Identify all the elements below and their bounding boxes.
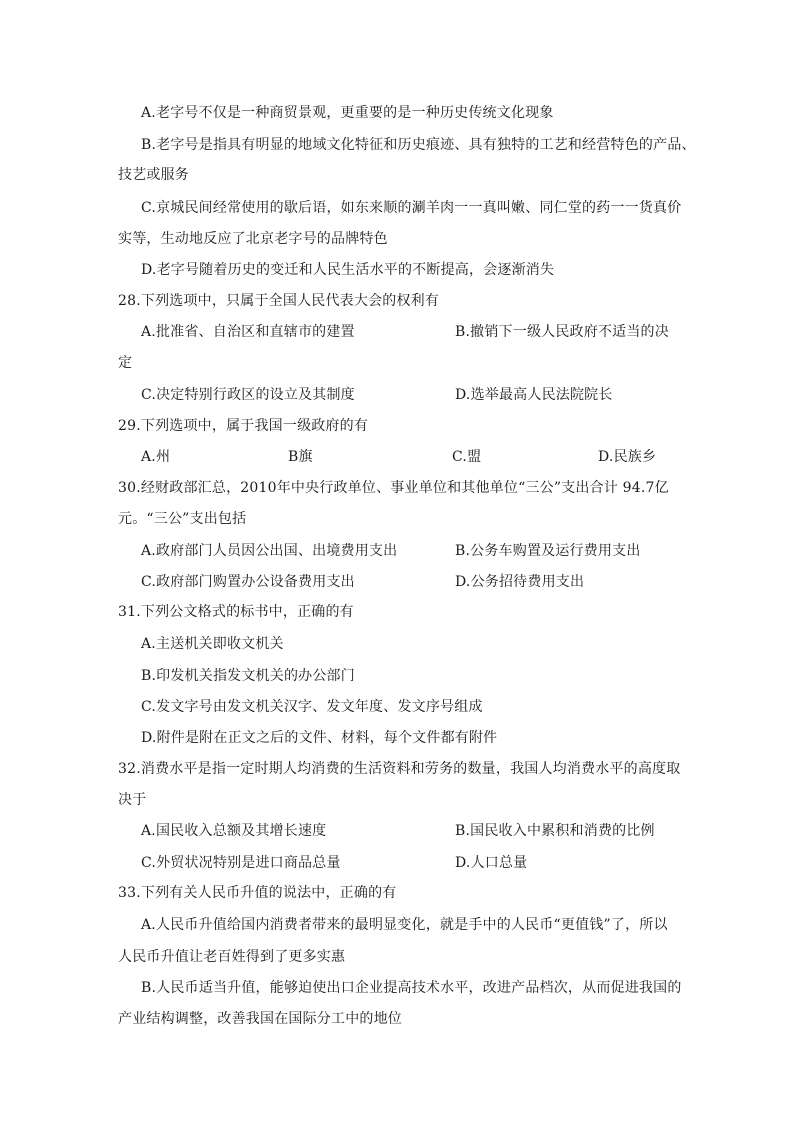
q27-option-b-line2: 技艺或服务 — [118, 167, 189, 183]
q31-option-b: B.印发机关指发文机关的办公部门 — [141, 668, 355, 684]
q33-option-a-line2: 人民币升值让老百姓得到了更多实惠 — [118, 949, 346, 965]
q32-option-c: C.外贸状况特别是进口商品总量 — [141, 855, 341, 871]
q31-option-d: D.附件是附在正文之后的文件、材料，每个文件都有附件 — [141, 730, 498, 746]
q27-option-b-line1: B.老字号是指具有明显的地域文化特征和历史痕迹、具有独特的工艺和经营特色的产品、 — [141, 137, 696, 153]
q28-option-b-line1: B.撤销下一级人民政府不适当的决 — [455, 324, 669, 340]
q32-option-a: A.国民收入总额及其增长速度 — [141, 823, 327, 839]
q30-option-a: A.政府部门人员因公出国、出境费用支出 — [141, 543, 398, 559]
q27-option-d: D.老字号随着历史的变迁和人民生活水平的不断提高，会逐渐消失 — [141, 262, 555, 278]
q33-option-b-line2: 产业结构调整，改善我国在国际分工中的地位 — [118, 1011, 402, 1027]
q27-option-c-line2: 实等，生动地反应了北京老字号的品牌特色 — [118, 231, 388, 247]
q33-option-a-line1: A.人民币升值给国内消费者带来的最明显变化，就是手中的人民币“更值钱”了，所以 — [141, 917, 668, 933]
q27-option-c-line1: C.京城民间经常使用的歇后语，如东来顺的涮羊肉一一真叫嫩、同仁堂的药一一货真价 — [141, 200, 682, 216]
q32-option-b: B.国民收入中累积和消费的比例 — [455, 823, 655, 839]
q33-option-b-line1: B.人民币适当升值，能够迫使出口企业提高技术水平，改进产品档次，从而促进我国的 — [141, 980, 682, 996]
q32-stem-line2: 决于 — [118, 792, 147, 808]
q28-option-d: D.选举最高人民法院院长 — [455, 387, 613, 403]
q29-option-a: A.州 — [141, 449, 171, 465]
q31-option-a: A.主送机关即收文机关 — [141, 636, 284, 652]
q30-stem-line2: 元。“三公”支出包括 — [118, 511, 247, 527]
q28-option-c: C.决定特别行政区的设立及其制度 — [141, 387, 355, 403]
q33-stem: 33.下列有关人民币升值的说法中，正确的有 — [118, 885, 397, 901]
q32-option-d: D.人口总量 — [455, 855, 528, 871]
q30-option-b: B.公务车购置及运行费用支出 — [455, 543, 641, 559]
q29-option-c: C.盟 — [452, 449, 482, 465]
q30-option-c: C.政府部门购置办公设备费用支出 — [141, 574, 355, 590]
q28-option-a: A.批准省、自治区和直辖市的建置 — [141, 324, 355, 340]
q31-option-c: C.发文字号由发文机关汉字、发文年度、发文序号组成 — [141, 699, 483, 715]
q32-stem-line1: 32.消费水平是指一定时期人均消费的生活资料和劳务的数量，我国人均消费水平的高度取 — [118, 761, 681, 777]
q28-stem: 28.下列选项中，只属于全国人民代表大会的权利有 — [118, 293, 440, 309]
q30-option-d: D.公务招待费用支出 — [455, 574, 585, 590]
q29-stem: 29.下列选项中，属于我国一级政府的有 — [118, 418, 369, 434]
q27-option-a: A.老字号不仅是一种商贸景观，更重要的是一种历史传统文化现象 — [141, 105, 554, 121]
q29-option-d: D.民族乡 — [598, 449, 657, 465]
q31-stem: 31.下列公文格式的标书中，正确的有 — [118, 604, 354, 620]
q29-option-b: B旗 — [288, 449, 313, 465]
q28-option-b-line2: 定 — [118, 355, 133, 371]
q30-stem-line1: 30.经财政部汇总，2010年中央行政单位、事业单位和其他单位“三公”支出合计 94.7亿 — [118, 480, 669, 496]
